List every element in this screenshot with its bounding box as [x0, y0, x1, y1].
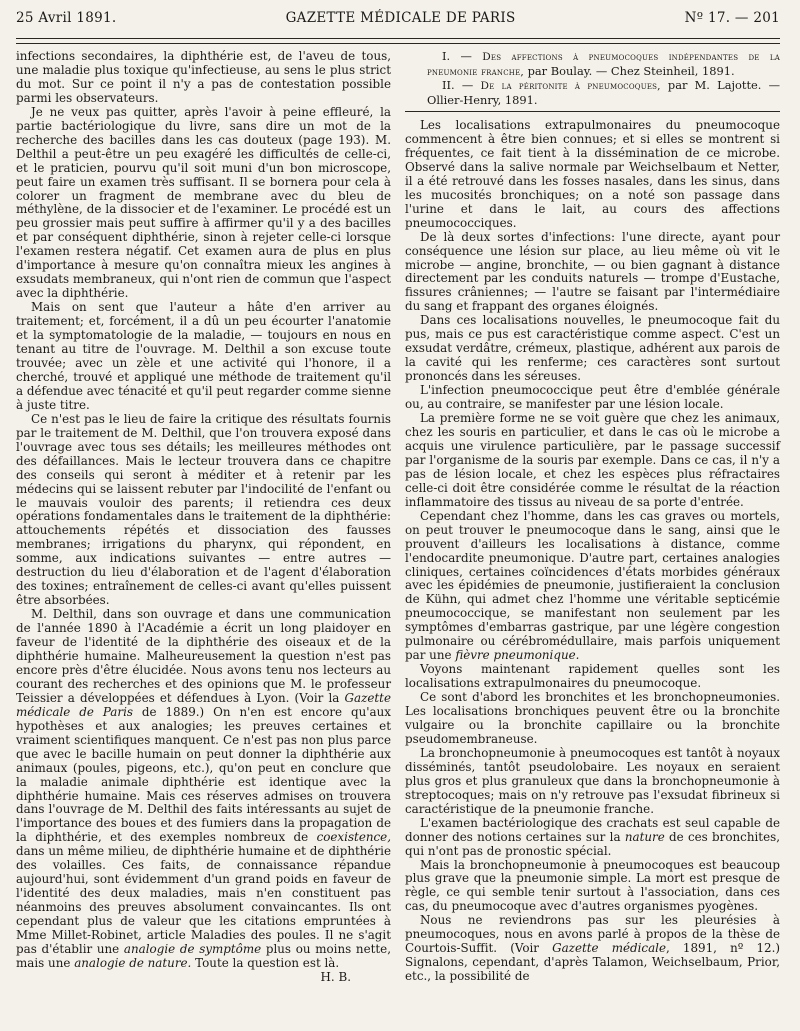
italic-run: nature	[624, 829, 665, 844]
italic-run: fièvre pneumonique.	[455, 648, 580, 663]
italic-run: analogie de symptôme	[123, 942, 262, 956]
italic-run: Gazette médicale de Paris	[16, 690, 391, 719]
text-run: plus ou moins nette, mais une	[16, 942, 391, 970]
reference-rule	[405, 111, 780, 112]
text-run: Toute la question est là.	[191, 955, 340, 970]
left-paragraph-4: Ce n'est pas le lieu de faire la critique des résultats fournis par le traitement de M. Delthil, que l'on trouvera exposé dans l'ouvrage avec tous ses détails; les meilleures méthodes ont des défaillances. Mais le lecteur trouvera dans ce chapitre des conseils qui seront à méditer et à retenir par les médecins qui se laissent rebuter par l'indocilité de l'enfant ou le mauvais vouloir des parents; il retiendra ces deux opérations fondamentales dans le traitement de la diphthérie: attouchements répétés et dissociation des fausses membranes; irrigations du pharynx, qui répondent, en somme, aux indications suivantes — entre autres — destruction du lieu d'élaboration et de l'agent d'élaboration des toxines; entraînement de celles-ci avant qu'elles puissent être absorbées.	[16, 411, 391, 608]
reference-number: I. —	[442, 49, 472, 63]
issue-page-number: Nº 17. — 201	[684, 10, 780, 26]
italic-run: coexistence,	[316, 830, 391, 845]
text-run: Nous ne reviendrons pas sur les pleurésies à pneumocoques, nous en avons parlé à propos de la thèse de Courtois-Suffit. (Voir	[405, 913, 780, 956]
reference-number: II. —	[442, 78, 474, 92]
right-paragraph-6	[405, 510, 780, 663]
left-column	[16, 50, 391, 985]
right-column	[405, 50, 780, 985]
text-run: L'examen bactériologique des crachats est seul capable de donner des notions certaines sur la	[405, 815, 780, 844]
right-paragraph-10	[405, 817, 780, 859]
right-paragraph-11: Mais la bronchopneumonie à pneumocoques est beaucoup plus grave que la pneumonie simple. La mort est presque de règle, ce qui semble tenir surtout à l'association, dans ces cas, du pneumocoque avec d'autres organismes pyogènes.	[405, 857, 780, 914]
right-paragraph-2: De là deux sortes d'infections: l'une directe, ayant pour conséquence une lésion sur place, au lieu même où vit le microbe — angine, bronchite, — ou bien gagnant à distance directement par les conduits naturels — trompe d'Eustache, fissures crâniennes; — l'autre se faisant par l'intermédiaire du sang et frappant des organes éloignés.	[405, 229, 780, 314]
page-header	[16, 10, 780, 32]
reference-2	[405, 79, 780, 107]
reference-title: De la péritonite à pneumocoques,	[480, 80, 661, 92]
reference-details: par M. Lajotte. — Ollier-Henry, 1891.	[427, 78, 780, 107]
right-paragraph-5: La première forme ne se voit guère que chez les animaux, chez les souris en particulier, et dans le cas où le microbe a acquis une virulence particulière, par le passage successif par l'organisme de la souris par exemple. Dans ce cas, il n'y a pas de lésion locale, et chez les espèces plus réfractaires celle-ci doit être considérée comme le résultat de la réaction inflammatoire des tissus au niveau de sa porte d'entrée.	[405, 411, 780, 509]
text-run: M. Delthil, dans son ouvrage et dans une communication de l'année 1890 à l'Académie a écrit un long plaidoyer en faveur de l'identité de la diphthérie des oiseaux et de la diphthérie humaine. Malheureusement la question n'est pas encore près d'être élucidée. Nous avons tenu nos lecteurs au courant des recherches et des opinions que M. le professeur Teissier a développées et défendues à Lyon. (Voir la	[16, 607, 391, 705]
header-rule	[16, 38, 780, 39]
right-paragraph-12	[405, 914, 780, 984]
right-paragraph-7: Voyons maintenant rapidement quelles sont les localisations extrapulmonaires du pneumocoque.	[405, 662, 780, 691]
journal-title: GAZETTE MÉDICALE DE PARIS	[285, 10, 516, 26]
italic-run: Gazette médicale	[552, 941, 667, 956]
reference-details: par Boulay. — Chez Steinheil, 1891.	[523, 63, 735, 78]
reference-title: Des affections à pneumocoques indépendantes de la pneumonie franche,	[427, 51, 781, 78]
text-run: , 1891, nº 12.) Signalons, cependant, d'après Talamon, Weichselbaum, Prior, etc., la possibilité de	[405, 941, 780, 984]
text-columns	[16, 50, 780, 985]
italic-run: analogie de nature.	[74, 955, 192, 970]
right-paragraph-9: La bronchopneumonie à pneumocoques est tantôt à noyaux disséminés, tantôt pseudolobaire. Les noyaux en seraient plus gros et plus granuleux que dans la bronchopneumonie à streptocoques; mais on n'y retrouve pas l'exsudat fibrineux si caractéristique de la pneumonie franche.	[405, 745, 780, 816]
reference-1	[405, 50, 780, 79]
text-run: Cependant chez l'homme, dans les cas graves ou mortels, on peut trouver le pneumocoque dans le sang, ainsi que le prouvent d'ailleurs les localisations à distance, comme l'endocardite pneumonique. D'autre part, certaines analogies cliniques, certaines coïncidences d'états morbides généraux avec les épidémies de pneumonie, justifieraient la conclusion de Kühn, qui admet chez l'homme une véritable septicémie pneumococcique, se manifestant non seulement par les symptômes d'embarras gastrique, par une légère congestion pulmonaire ou cérébromédullaire, mais parfois uniquement par une	[405, 508, 780, 663]
left-paragraph-1: infections secondaires, la diphthérie est, de l'aveu de tous, une maladie plus toxique qu'infectieuse, au sens le plus strict du mot. Sur ce point il n'y a pas de contestation possible parmi les observateurs.	[16, 49, 391, 105]
header-rule-thin	[16, 43, 780, 44]
signature: H. B.	[320, 969, 351, 984]
signature-line	[16, 971, 391, 985]
right-paragraph-4: L'infection pneumococcique peut être d'emblée générale ou, au contraire, se manifester par une lésion locale.	[405, 383, 780, 412]
right-paragraph-1: Les localisations extrapulmonaires du pneumocoque commencent à être bien connues; et si elles se montrent si fréquentes, ce fait tient à la dissémination de ce microbe. Observé dans la salive normale par Weichselbaum et Netter, il a été retrouvé dans les fosses nasales, dans les sinus, dans les mucosités bronchiques; on a noté son passage dans l'urine et dans le lait, au cours des affections pneumococciques.	[405, 118, 780, 230]
text-run: de ces bronchites, qui n'ont pas de pronostic spécial.	[405, 829, 780, 858]
text-run: dans un même milieu, de diphthérie humaine et de diphthérie des volailles. Ces faits, de connaissance répandue aujourd'hui, sont évidemment d'un grand poids en faveur de l'identité des deux maladies, mais n'en constituent pas néanmoins des preuves absolument convaincantes. Ils ont cependant plus de valeur que les citations empruntées à Mme Millet-Robinet, article Maladies des poules. Il ne s'agit pas d'établir une	[16, 844, 391, 956]
text-run: de 1889.) On n'en est encore qu'aux hypothèses et aux analogies; les preuves certaines et vraiment scientifiques manquent. Ce n'est pas non plus parce que avec le bacille humain on peut donner la diphthérie aux animaux (poules, pigeons, etc.), qu'on peut en conclure que la maladie animale diphthérie est identique avec la diphthérie humaine. Mais ces réserves admises on trouvera dans l'ouvrage de M. Delthil des faits intéressants au sujet de l'importance des boues et des fumiers dans la propagation de la diphthérie, et des exemples nombreux de	[16, 704, 391, 845]
left-paragraph-2: Je ne veux pas quitter, après l'avoir à peine effleuré, la partie bactériologique du livre, sans dire un mot de la recherche des bacilles dans les cas douteux (page 193). M. Delthil a peut-être un peu exagéré les difficultés de celle-ci, et le praticien, pourvu qu'il soit muni d'un bon microscope, peut faire un examen très suffisant. Il se bornera pour cela à colorer un fragment de membrane avec du bleu de méthylène, de la dissocier et de l'examiner. Le procédé est un peu grossier mais peut suffire à affirmer qu'il y a des bacilles et par conséquent diphthérie, sinon à rejeter celle-ci lorsque l'examen restera négatif. Cet examen aura de plus en plus d'importance à mesure qu'on connaîtra mieux les angines à exsudats membraneux, qui n'ont rien de commun que l'aspect avec la diphthérie.	[16, 104, 391, 301]
left-paragraph-3: Mais on sent que l'auteur a hâte d'en arriver au traitement; et, forcément, il a dû un peu écourter l'anatomie et la symptomatologie de la maladie, — toujours en nous en tenant au titre de l'ouvrage. M. Delthil a son excuse toute trouvée; avec un zèle et une activité qui l'honore, il a cherché, trouvé et appliqué une méthode de traitement qu'il a défendue avec ténacité et qu'il peut regarder comme sienne à juste titre.	[16, 300, 391, 412]
right-paragraph-8: Ce sont d'abord les bronchites et les bronchopneumonies. Les localisations bronchiques peuvent être ou la bronchite vulgaire ou la bronchite capillaire ou la bronchite pseudomembraneuse.	[405, 690, 780, 746]
issue-date: 25 Avril 1891.	[16, 10, 117, 26]
right-paragraph-3: Dans ces localisations nouvelles, le pneumocoque fait du pus, mais ce pus est caractéristique comme aspect. C'est un exsudat verdâtre, crémeux, plastique, adhérent aux parois de la cavité qui les renferme; ces caractères sont surtout prononcés dans les séreuses.	[405, 313, 780, 384]
left-paragraph-5	[16, 608, 391, 971]
